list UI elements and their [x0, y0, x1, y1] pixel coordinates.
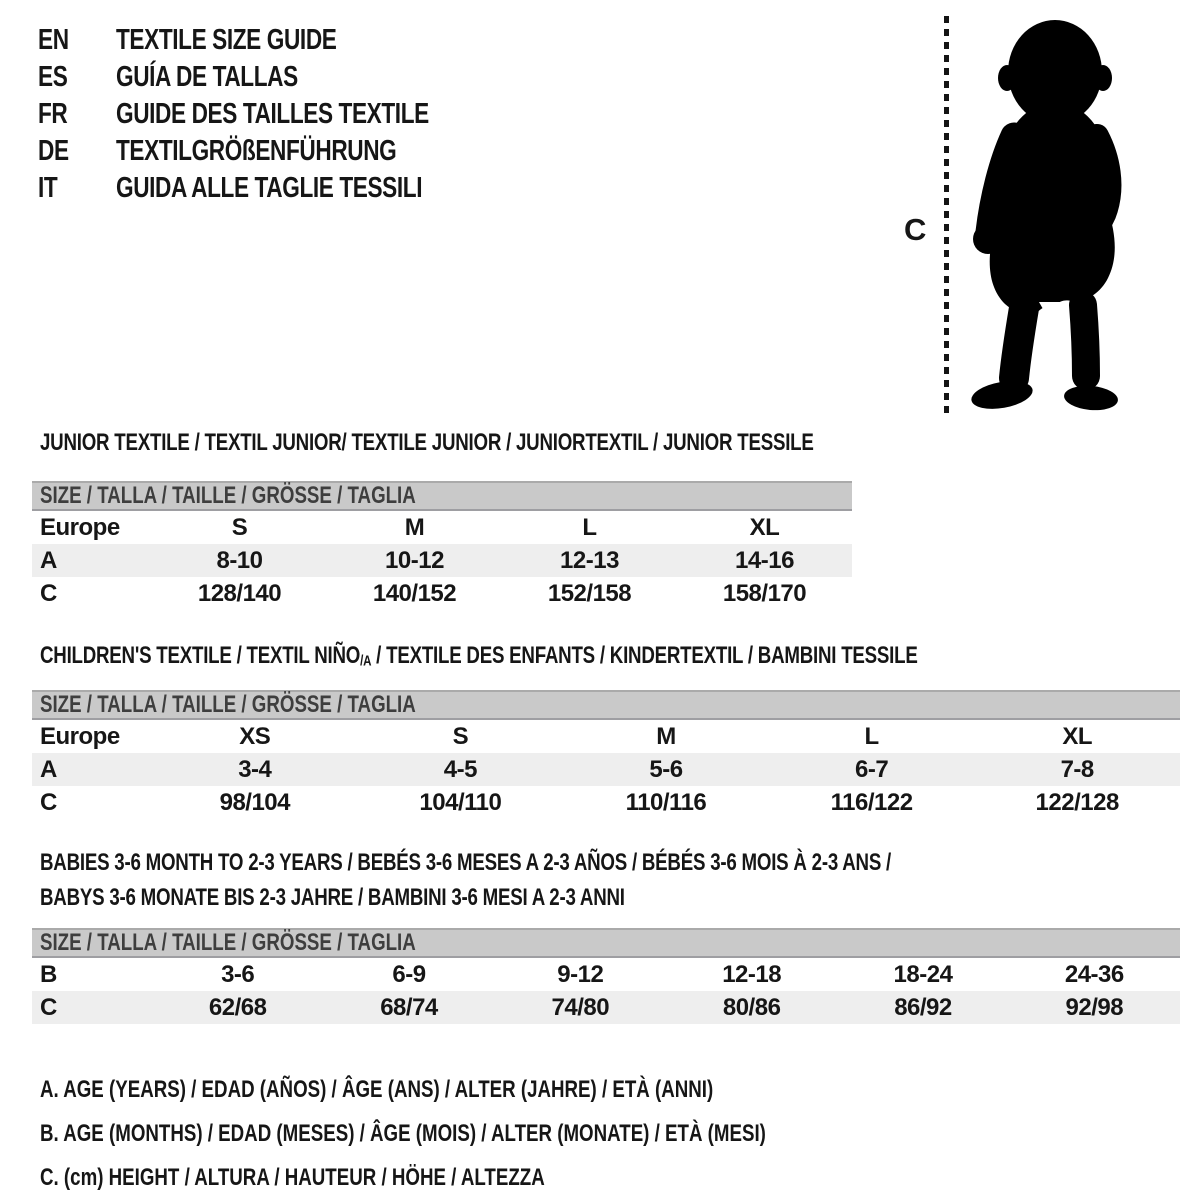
text: GUIDA ALLE TAGLIE TESSILI [116, 172, 423, 204]
size-cell: 92/98 [1065, 993, 1124, 1021]
row-label: C [40, 579, 57, 607]
text: IT [38, 172, 58, 204]
size-header-label: SIZE / TALLA / TAILLE / GRÖSSE / TAGLIA [40, 929, 416, 956]
size-cell: 104/110 [419, 788, 502, 816]
text: EN [38, 24, 69, 56]
size-cell: M [404, 513, 425, 541]
junior-heading-text: JUNIOR TEXTILE / TEXTIL JUNIOR/ TEXTILE JUNIOR / JUNIORTEXTIL / JUNIOR TESSILE [40, 429, 814, 456]
table-row [32, 786, 1180, 819]
table-row [32, 958, 1180, 991]
legend-line-c-wrap [40, 1156, 971, 1200]
text: TEXTILE SIZE GUIDE [116, 24, 337, 56]
size-cell: 24-36 [1064, 960, 1124, 988]
size-cell: 12-13 [560, 546, 619, 574]
size-header-bar [32, 481, 852, 511]
language-title [116, 61, 517, 94]
table-row [32, 511, 852, 544]
size-cell: 98/104 [219, 788, 290, 816]
text: GUÍA DE TALLAS [116, 61, 298, 93]
measurement-legend [40, 1068, 971, 1200]
legend-line-a-wrap [40, 1068, 971, 1112]
legend-line-a: A. AGE (YEARS) / EDAD (AÑOS) / ÂGE (ANS) / ALTER (JAHRE) / ETÀ (ANNI) [40, 1076, 714, 1103]
size-cell: 6-7 [854, 755, 889, 783]
table-row [32, 720, 1180, 753]
height-measure-label: C [904, 212, 927, 247]
size-cell: 7-8 [1060, 755, 1094, 783]
size-cell: 6-9 [392, 960, 426, 988]
size-header-label: SIZE / TALLA / TAILLE / GRÖSSE / TAGLIA [40, 691, 416, 718]
babies-heading-line2: BABYS 3-6 MONATE BIS 2-3 JAHRE / BAMBINI 3-6 MESI A 2-3 ANNI [40, 884, 625, 911]
language-code [38, 61, 116, 94]
size-cell: 9-12 [557, 960, 604, 988]
language-title [116, 135, 517, 168]
row-label: A [40, 546, 57, 574]
size-cell: 3-6 [221, 960, 255, 988]
size-cell: 152/158 [547, 579, 632, 607]
babies-size-table [32, 928, 1180, 1024]
language-row [38, 133, 517, 170]
size-cell: 68/74 [380, 993, 438, 1021]
size-cell: 80/86 [722, 993, 781, 1021]
size-cell: XL [749, 513, 780, 541]
size-cell: 62/68 [208, 993, 267, 1021]
size-header-bar [32, 928, 1180, 958]
language-row [38, 96, 517, 133]
row-label: Europe [40, 513, 120, 541]
size-cell: 128/140 [197, 579, 282, 607]
size-cell: M [656, 722, 676, 750]
language-code [38, 135, 116, 168]
size-cell: 74/80 [551, 993, 610, 1021]
size-cell: XS [239, 722, 271, 750]
junior-section-heading [40, 429, 1032, 457]
junior-size-table [32, 481, 852, 610]
table-row [32, 753, 1180, 786]
size-cell: 5-6 [649, 755, 683, 783]
babies-heading-line1: BABIES 3-6 MONTH TO 2-3 YEARS / BEBÉS 3-6 MESES A 2-3 AÑOS / BÉBÉS 3-6 MOIS À 2-3 ANS / [40, 849, 892, 876]
size-cell: L [582, 513, 597, 541]
toddler-silhouette-icon [956, 12, 1150, 424]
language-row [38, 22, 517, 59]
children-heading-text [40, 642, 918, 670]
row-label: A [40, 755, 57, 783]
children-heading-post: / TEXTILE DES ENFANTS / KINDERTEXTIL / BAMBINI TESSILE [371, 642, 918, 669]
row-label: C [40, 788, 57, 816]
text: FR [38, 98, 68, 130]
language-code [38, 98, 116, 131]
size-cell: 86/92 [894, 993, 952, 1021]
size-cell: 3-4 [238, 755, 272, 783]
table-row [32, 991, 1180, 1024]
size-cell: 140/152 [372, 579, 457, 607]
language-list [38, 22, 517, 207]
row-label: B [40, 960, 57, 988]
language-row [38, 59, 517, 96]
text: TEXTILGRÖßENFÜHRUNG [116, 135, 397, 167]
language-code [38, 24, 116, 57]
size-cell: 14-16 [735, 546, 794, 574]
legend-line-c: C. (cm) HEIGHT / ALTURA / HAUTEUR / HÖHE / ALTEZZA [40, 1164, 545, 1191]
size-header-label: SIZE / TALLA / TAILLE / GRÖSSE / TAGLIA [40, 482, 416, 509]
size-cell: 158/170 [722, 579, 807, 607]
table-row [32, 577, 852, 610]
size-cell: 122/128 [1035, 788, 1119, 816]
babies-heading-line2-wrap [40, 880, 1131, 915]
babies-section-heading [40, 845, 1131, 915]
size-cell: 12-18 [722, 960, 782, 988]
height-dashed-line [944, 16, 949, 416]
text: DE [38, 135, 69, 167]
language-code [38, 172, 116, 205]
children-size-table [32, 690, 1180, 819]
language-title [116, 172, 517, 205]
text: ES [38, 61, 68, 93]
children-heading-subscript: /A [360, 653, 372, 670]
legend-line-b-wrap [40, 1112, 971, 1156]
language-row [38, 170, 517, 207]
size-cell: XL [1062, 722, 1092, 750]
size-cell: 10-12 [385, 546, 444, 574]
legend-line-b: B. AGE (MONTHS) / EDAD (MESES) / ÂGE (MOIS) / ALTER (MONATE) / ETÀ (MESI) [40, 1120, 766, 1147]
size-cell: 4-5 [443, 755, 477, 783]
language-title [116, 24, 517, 57]
text: GUIDE DES TAILLES TEXTILE [116, 98, 429, 130]
children-section-heading [40, 642, 1165, 670]
size-cell: 8-10 [216, 546, 263, 574]
size-cell: 116/122 [830, 788, 913, 816]
table-row [32, 544, 852, 577]
size-header-bar [32, 690, 1180, 720]
size-cell: L [864, 722, 879, 750]
size-cell: S [452, 722, 469, 750]
row-label: C [40, 993, 57, 1021]
row-label: Europe [40, 722, 120, 750]
babies-heading-line1-wrap [40, 845, 1131, 880]
size-cell: S [231, 513, 248, 541]
language-title [116, 98, 517, 131]
size-cell: 110/116 [625, 788, 707, 816]
size-cell: 18-24 [893, 960, 953, 988]
children-heading-pre: CHILDREN'S TEXTILE / TEXTIL NIÑO [40, 642, 361, 669]
